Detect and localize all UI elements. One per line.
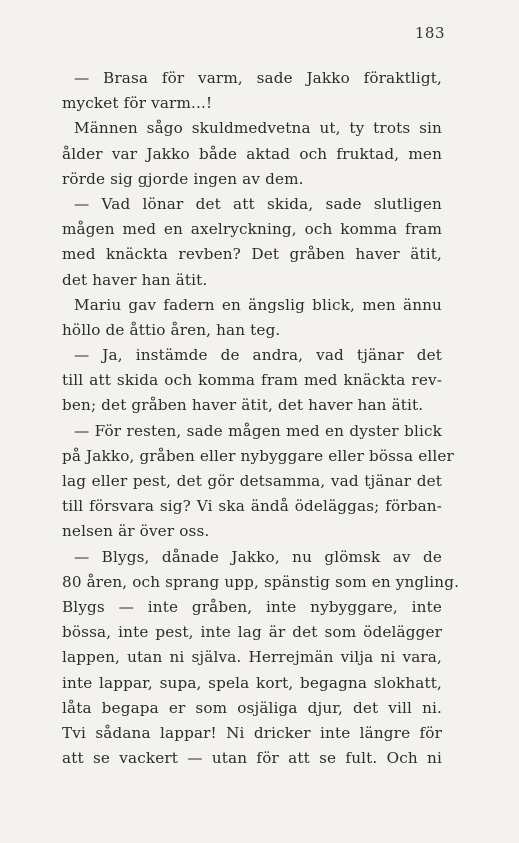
- text-line: ålder var Jakko både aktad och fruktad, men: [62, 144, 442, 163]
- text-line: lag eller pest, det gör detsamma, vad tjänar det: [62, 472, 442, 490]
- text-line: — Brasa för varm, sade Jakko föraktligt,: [74, 69, 442, 87]
- text-line: Blygs — inte gråben, inte nybyggare, inte: [62, 597, 442, 616]
- text-line: nelsen är över oss.: [62, 522, 210, 541]
- text-line: — För resten, sade mågen med en dyster blick: [74, 421, 442, 440]
- page-body-text: [62, 66, 460, 771]
- text-line: höllo de åttio åren, han teg.: [62, 320, 281, 339]
- text-line: låta begapa er som osjäliga djur, det vill ni.: [62, 698, 442, 717]
- text-line: att se vackert — utan för att se fult. Och ni: [62, 749, 442, 768]
- page-number: 183: [414, 24, 445, 42]
- text-line: inte lappar, supa, spela kort, begagna slokhatt,: [62, 673, 442, 692]
- text-line: på Jakko, gråben eller nybyggare eller bössa eller: [62, 446, 454, 465]
- text-line: rörde sig gjorde ingen av dem.: [62, 169, 304, 188]
- text-line: — Blygs, dånade Jakko, nu glömsk av de: [74, 547, 442, 566]
- text-line: Männen sågo skuldmedvetna ut, ty trots sin: [74, 119, 442, 138]
- text-line: till att skida och komma fram med knäckta rev-: [62, 371, 442, 390]
- text-line: — Vad lönar det att skida, sade slutligen: [74, 194, 442, 213]
- text-line: — Ja, instämde de andra, vad tjänar det: [74, 346, 442, 365]
- text-line: ben; det gråben haver ätit, det haver han ätit.: [62, 396, 424, 415]
- text-line: till försvara sig? Vi ska ändå ödeläggas; förban-: [62, 497, 442, 516]
- text-line: 80 åren, och sprang upp, spänstig som en yngling.: [62, 572, 460, 591]
- text-line: bössa, inte pest, inte lag är det som ödelägger: [62, 623, 442, 642]
- text-line: mågen med en axelryckning, och komma fram: [62, 220, 442, 239]
- text-line: mycket för varm...!: [62, 94, 213, 113]
- text-line: det haver han ätit.: [62, 270, 208, 289]
- text-line: lappen, utan ni själva. Herrejmän vilja ni vara,: [62, 648, 442, 667]
- text-line: med knäckta revben? Det gråben haver ätit,: [62, 245, 442, 264]
- text-line: Mariu gav fadern en ängslig blick, men ännu: [74, 295, 442, 314]
- text-line: Tvi sådana lappar! Ni dricker inte längre för: [62, 723, 442, 742]
